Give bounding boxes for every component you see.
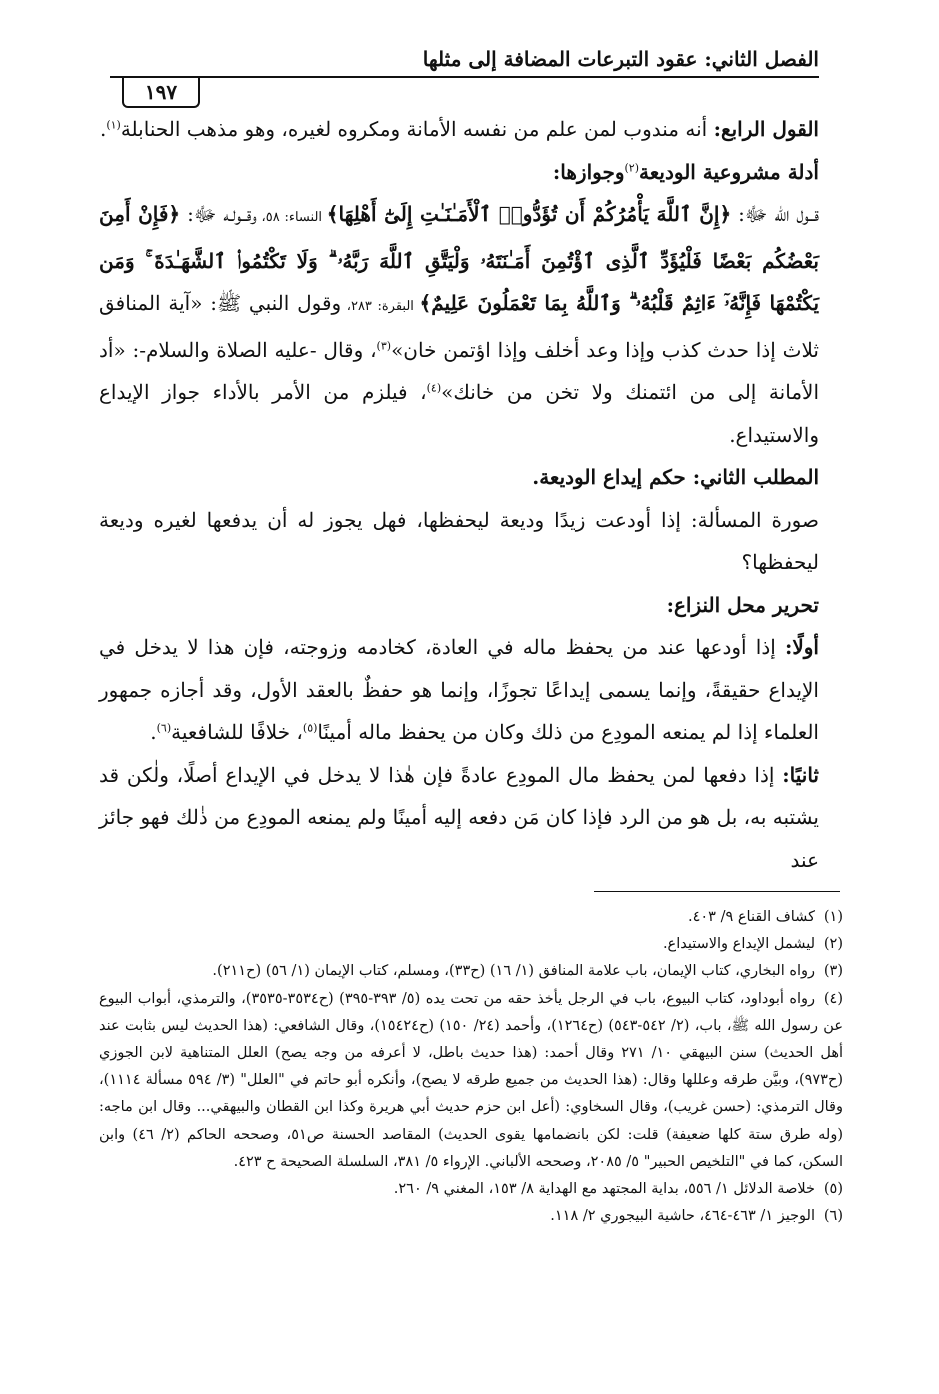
evidence-heading: أدلة مشروعية الوديعة: [639, 159, 819, 184]
paragraph-evidence: [99, 193, 819, 456]
footnote-ref-6[interactable]: (٦): [156, 721, 172, 735]
footnote-ref-2[interactable]: (٢): [624, 160, 640, 174]
first-label: أولًا:: [784, 635, 819, 659]
footnote-ref-1[interactable]: (١): [106, 118, 121, 132]
first-text: إذا أودعها عند من يحفظ ماله في العادة، كخادمه وزوجته، فإن هذا لا يدخل في الإيداع حقيقةً، وإنما يسمى إيداعًا تجوزًا، وإنما هو حفظٌ بالعقد الأول، وقد أجازه جمهور العلماء إذا لم يمنعه المودِع من ذلك وكان من يحفظ ماله أمينًا: [99, 635, 819, 744]
main-text: [99, 108, 819, 881]
first-end: .: [150, 720, 157, 744]
paragraph-fourth-opinion: [99, 108, 819, 151]
footnote-text: خلاصة الدلائل ١/ ٥٥٦، بداية المجتهد مع الهداية ٨/ ١٥٣، المغني ٩/ ٢٦٠.: [393, 1181, 815, 1198]
footnote-number: (٦): [823, 1208, 843, 1225]
page-number: ١٩٧: [122, 78, 200, 108]
footnote-text: كشاف القناع ٩/ ٤٠٣.: [687, 909, 815, 925]
hadith-amanah: ، وقال -عليه الصلاة والسلام-: «أد الأمانة إلى من ائتمنك ولا تخن من خانك»: [99, 337, 819, 404]
section-heading-ruling: المطلب الثاني: حكم إيداع الوديعة.: [532, 465, 819, 489]
quran-verse-baqara: ﴿فَإِنْ أَمِنَ بَعْضُكُم بَعْضًا فَلْيُؤَدِّ ٱلَّذِى ٱؤْتُمِنَ أَمَـٰنَتَهُۥ وَلْيَتَّقِ ٱللَّهَ رَبَّهُۥ ۗ وَلَا تَكْتُمُوا۟ ٱلشَّهَـٰدَةَ ۚ وَمَن يَكْتُمْهَا فَإِنَّهُۥٓ ءَاثِمٌ قَلْبُهُۥ ۗ وَٱللَّهُ بِمَا تَعْمَلُونَ عَلِيمٌ﴾: [99, 202, 820, 315]
footnote-ref-4[interactable]: (٤): [426, 381, 442, 395]
fourth-opinion-label: القول الرابع:: [713, 117, 819, 141]
footnote-number: (١): [823, 909, 843, 925]
first-mid: ، خلافًا للشافعية: [171, 720, 303, 744]
paragraph-second: [99, 754, 819, 882]
footnote-text: رواه أبوداود، كتاب البيوع، باب في الرجل يأخذ حقه من تحت يده (٥/ ٣٩٣-٣٩٥) (ح٣٥٣٤-٣٥٣٥)، والترمذي، أبواب البيوع عن رسول الله ﷺ، باب، (٢/ ٥٤٢-٥٤٣) (ح١٢٦٤)، وأحمد (٢٤/ ١٥٠) (ح١٥٤٢٤)، وقال الشافعي: (هذا الحديث ليس بثابت عند أهل الحديث) سنن البيهقي ١٠/ ٢٧١ وقال أحمد: (هذا حديث باطل، لا أعرفه من وجه يصح) العلل المتناهية لابن الجوزي (ح٩٧٣)، وبيَّن طرقه وعللها وقال: (هذا الحديث من جميع طرقه لا يصح)، وأنكره أبو حاتم في "العلل" (٣/ ٥٩٤ مسألة ١١١٤)، وقال الترمذي: (حسن غريب)، وقال السخاوي: (أعل ابن حزم حديث أبي هريرة وكذا ابن القطان والبيهقي... وقال ابن ماجه: (وله طرق ستة كلها ضعيفة) قلت: لكن بانضمامها يقوى الحديث) المقاصد الحسنة ص٥١، وصححه الحاكم (٢/ ٤٦) وابن السكن، كما في "التلخيص الحبير" ٥/ ٢٠٨٥، وصححه الألباني. الإرواء ٥/ ٣٨١، السلسلة الصحيحة ح ٤٢٣.: [99, 990, 844, 1170]
heading-evidence: [99, 151, 819, 194]
footnote-number: (٥): [823, 1181, 843, 1198]
evidence-conclusion: ، فيلزم من الأمر بالأداء جواز الإيداع والاستيداع.: [99, 380, 819, 447]
footnote-text: رواه البخاري، كتاب الإيمان، باب علامة المنافق (١/ ١٦) (ح٣٣)، ومسلم، كتاب الإيمان (١/ ٥٦) (ح٢١١).: [212, 963, 815, 980]
fourth-opinion-end: .: [99, 117, 107, 141]
verse-ref-nisa: النساء: ٥٨،: [256, 210, 327, 225]
second-text: إذا دفعها لمن يحفظ مال المودِع عادةً فإن هٰذا لا يدخل في الإيداع أصلًا، ولٰكن قد يشتبه به، بل هو من الرد فإذا كان مَن دفعه إليه أمينًا ولم يمنعه المودِع من ذٰلك فهو جائز عند: [99, 762, 819, 872]
paragraph-first: [99, 626, 819, 754]
footnote-text: الوجيز ١/ ٤٦٣-٤٦٤، حاشية البيجوري ٢/ ١١٨.: [550, 1208, 815, 1225]
running-header: الفصل الثاني: عقود التبرعات المضافة إلى مثلها: [422, 47, 819, 71]
verse-ref-baqara: البقرة: ٢٨٣،: [341, 299, 420, 314]
evidence-heading-end: وجوازها:: [552, 159, 625, 184]
footnote-number: (٣): [823, 963, 843, 980]
header-rule: [110, 76, 819, 78]
footnotes: [99, 904, 843, 1230]
footnote-number: (٢): [823, 936, 843, 953]
footnote-1: [99, 904, 843, 931]
footnote-3: [99, 958, 843, 985]
footnote-2: [99, 931, 843, 958]
evidence-intro: قــول الله ﷻ:: [731, 202, 820, 226]
second-label: ثانيًا:: [782, 762, 819, 787]
hadith-munafiq: وقول النبي ﷺ: «آية المنافق ثلاث إذا حدث كذب وإذا وعد أخلف وإذا اؤتمن خان»: [99, 291, 819, 362]
quran-verse-nisa: ﴿إِنَّ ٱللَّهَ يَأْمُرُكُمْ أَن تُؤَدُّوا۟ ٱلْأَمَـٰنَـٰتِ إِلَىٰٓ أَهْلِهَا﴾: [326, 202, 732, 226]
footnote-ref-5[interactable]: (٥): [302, 721, 318, 735]
fourth-opinion-text: أنه مندوب لمن علم من نفسه الأمانة ومكروه لغيره، وهو مذهب الحنابلة: [120, 117, 714, 141]
heading-dispute: تحرير محل النزاع:: [666, 592, 819, 617]
footnote-text: ليشمل الإيداع والاستيداع.: [662, 936, 815, 953]
footnote-number: (٤): [823, 990, 843, 1007]
paragraph-case-form: صورة المسألة: إذا أودعت زيدًا وديعة ليحفظها، فهل يجوز له أن يدفعها لغيره وديعة ليحفظها؟: [99, 507, 819, 574]
footnote-ref-3[interactable]: (٣): [376, 338, 392, 352]
footnote-6: [99, 1203, 843, 1230]
footnote-separator: [594, 891, 840, 892]
footnote-4: [99, 986, 843, 1176]
evidence-second-intro: وقــولـه ﷻ:: [180, 202, 257, 226]
footnote-5: [99, 1176, 843, 1203]
